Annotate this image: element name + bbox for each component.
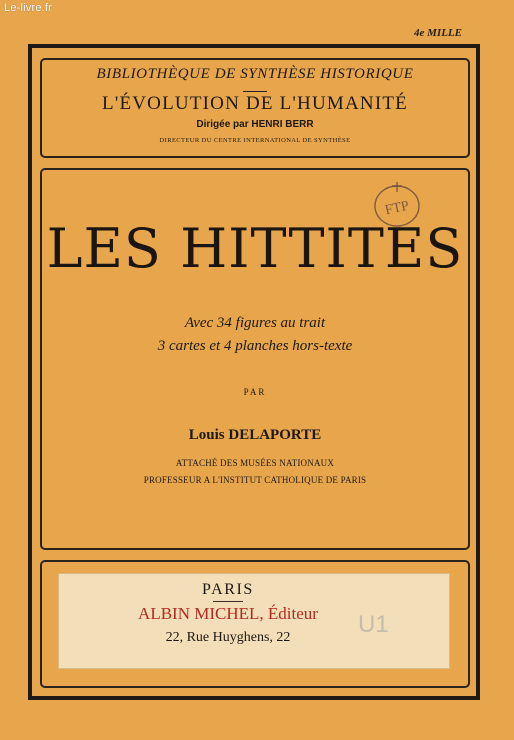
by-label: PAR [243,387,267,397]
author-name: Louis DELAPORTE [188,427,322,443]
series-rule [243,91,267,92]
publisher-address: 22, Rue Huyghens, 22 [165,630,291,645]
publisher-rule [213,601,243,602]
publisher-name: ALBIN MICHEL, Éditeur [138,604,318,623]
site-watermark: Le-livre.fr [4,2,53,14]
series-title: BIBLIOTHÈQUE DE SYNTHÈSE HISTORIQUE [96,66,414,82]
author-affiliation-1: ATTACHÉ DES MUSÉES NATIONAUX [175,458,335,468]
publisher-city: PARIS [202,581,254,598]
subtitle-line-1: Avec 34 figures au trait [184,315,326,331]
director-line: Dirigée par HENRI BERR [196,119,314,130]
print-run-label: 4e MILLE [414,27,462,39]
shelf-mark: U1 [358,611,389,638]
library-stamp-text: FTP [383,198,411,219]
author-affiliation-2: PROFESSEUR A L'INSTITUT CATHOLIQUE DE PARIS [143,475,367,485]
book-title: LES HITTITES [46,217,464,280]
collection-title: L'ÉVOLUTION DE L'HUMANITÉ [102,93,408,114]
subtitle-line-2: 3 cartes et 4 planches hors-texte [157,338,353,354]
director-title: DIRECTEUR DU CENTRE INTERNATIONAL DE SYNTHÈSE [159,137,351,144]
